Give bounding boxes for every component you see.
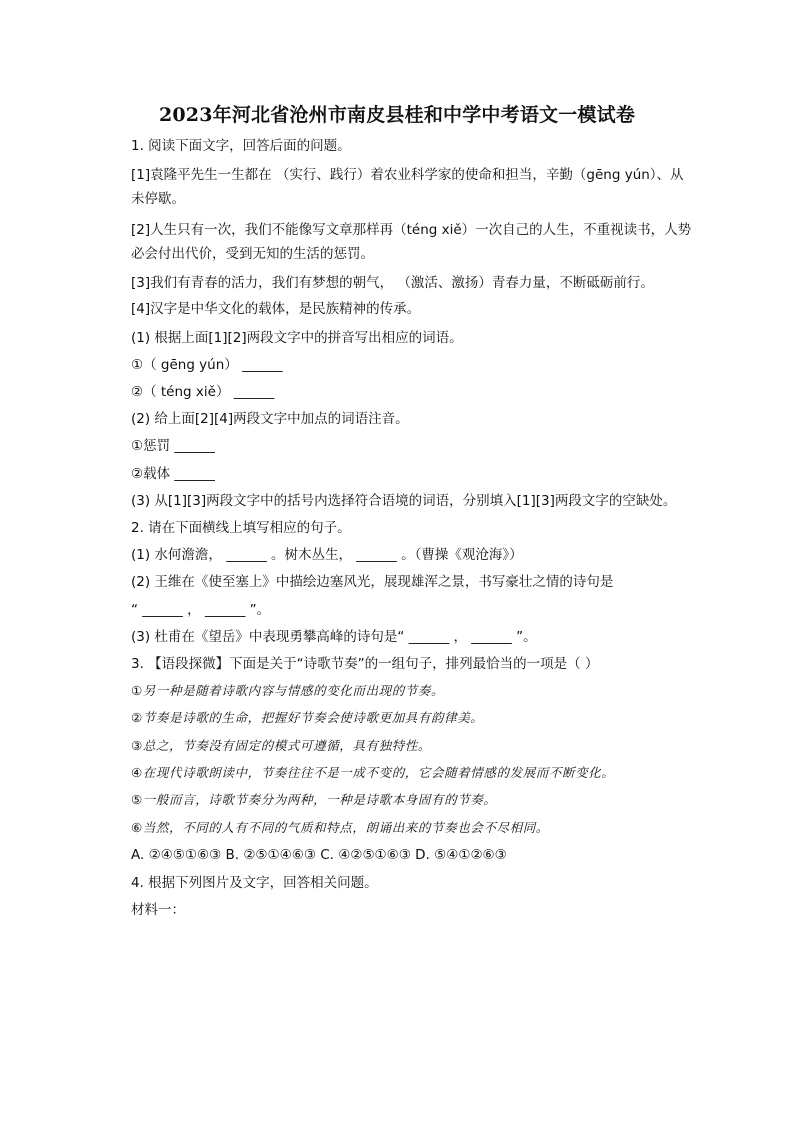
q1-passage-4: [4]汉字是中华文化的载体，是民族精神的传承。 [131,301,421,317]
q1-sub3-prompt: (3) 从[1][3]两段文字中的括号内选择符合语境的词语，分别填入[1][3]两段文字的空缺处。 [131,493,677,509]
q1-passage-1-line1: [1]袁隆平先生一生都在 （实行、践行）着农业科学家的使命和担当，辛勤（gēng yún）、从 [131,167,684,183]
q1-sub1-item1: ①（ gēng yún） ______ [131,357,283,373]
q4-material-1-label: 材料一： [131,902,185,918]
q4-heading: 4. 根据下列图片及文字，回答相关问题。 [131,875,378,891]
q1-sub2-item2: ②载体 ______ [131,466,215,482]
q1-sub2-prompt: (2) 给上面[2][4]两段文字中加点的词语注音。 [131,411,409,427]
q3-options: A. ②④⑤①⑥③ B. ②⑤①④⑥③ C. ④②⑤①⑥③ D. ⑤④①②⑥③ [131,847,507,863]
q1-passage-2-line2: 必会付出代价，受到无知的生活的惩罚。 [131,246,374,262]
q1-passage-3: [3]我们有青春的活力，我们有梦想的朝气， （激活、激扬）青春力量，不断砥砺前行。 [131,275,654,291]
q3-sentence-5: ⑤一般而言，诗歌节奏分为两种，一种是诗歌本身固有的节奏。 [131,792,497,807]
q2-sub3: (3) 杜甫在《望岳》中表现勇攀高峰的诗句是“ ______ ， ______ ”。 [131,629,537,645]
q1-passage-1-line2: 未停歇。 [131,191,185,207]
q2-sub1: (1) 水何澹澹， ______ 。树木丛生， ______ 。（曹操《观沧海》） [131,547,523,563]
q1-sub1-prompt: (1) 根据上面[1][2]两段文字中的拼音写出相应的词语。 [131,330,463,346]
q1-passage-2-line1: [2]人生只有一次，我们不能像写文章那样再（téng xiě）一次自己的人生，不重视读书，人势 [131,222,692,238]
exam-title: 2023年河北省沧州市南皮县桂和中学中考语文一模试卷 [158,104,636,126]
q3-sentence-3: ③总之，节奏没有固定的模式可遵循，具有独特性。 [131,738,432,753]
q3-sentence-4: ④在现代诗歌朗读中，节奏往往不是一成不变的，它会随着情感的发展而不断变化。 [131,765,615,780]
q2-heading: 2. 请在下面横线上填写相应的句子。 [131,520,351,536]
q2-sub2-line1: (2) 王维在《使至塞上》中描绘边塞风光，展现雄浑之景，书写豪壮之情的诗句是 [131,574,614,590]
q3-sentence-6: ⑥当然，不同的人有不同的气质和特点，朗诵出来的节奏也会不尽相同。 [131,820,549,835]
q1-sub1-item2: ②（ téng xiě） ______ [131,384,275,400]
q3-sentence-1: ①另一种是随着诗歌内容与情感的变化而出现的节奏。 [131,683,445,698]
q1-heading: 1. 阅读下面文字，回答后面的问题。 [131,138,351,154]
q3-sentence-2: ②节奏是诗歌的生命，把握好节奏会使诗歌更加具有韵律美。 [131,710,484,725]
q2-sub2-line2: “ ______ ， ______ ”。 [131,602,271,618]
q3-heading: 3. 【语段探微】下面是关于“诗歌节奏”的一组句子，排列最恰当的一项是（ ） [131,656,599,672]
q1-sub2-item1: ①惩罚 ______ [131,438,215,454]
